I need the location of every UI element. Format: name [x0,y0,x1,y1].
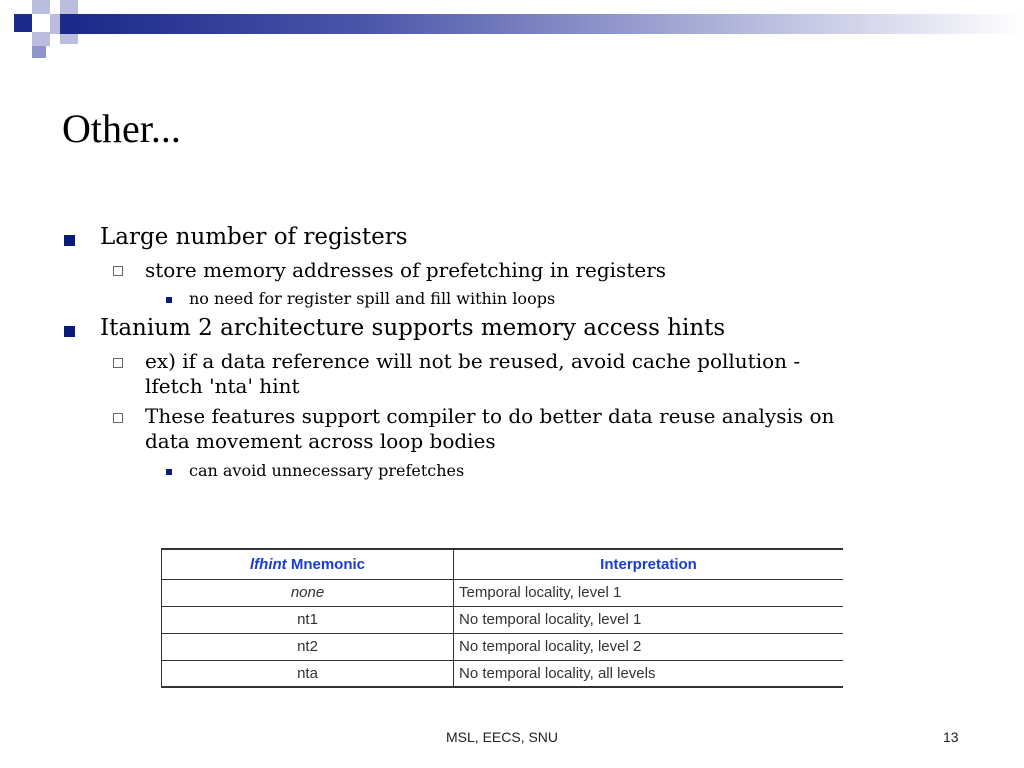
cell-mnemonic: nt2 [162,633,454,660]
bullet-level3: no need for register spill and fill within loops [189,289,556,308]
deco-square [50,14,60,34]
table-row [162,579,844,606]
header-interpretation: Interpretation [454,549,844,579]
cell-mnemonic: nta [162,660,454,687]
lfhint-table [161,548,843,688]
hollow-square-bullet-icon [113,413,123,423]
header-gradient-bar [78,14,1024,34]
table-row [162,606,844,633]
bullet-level1: Large number of registers [100,224,408,250]
bullet-level2-continuation: lfetch 'nta' hint [145,374,300,398]
deco-square [60,0,78,14]
cell-mnemonic: nt1 [162,606,454,633]
table-header-row [162,549,844,579]
page-number: 13 [943,729,959,745]
square-bullet-icon [64,235,75,246]
hollow-square-bullet-icon [113,358,123,368]
bullet-level2: These features support compiler to do better data reuse analysis on [145,404,835,428]
bullet-level2: store memory addresses of prefetching in registers [145,258,667,282]
table-row [162,633,844,660]
deco-square [60,34,78,44]
square-bullet-icon [64,326,75,337]
deco-square [32,0,50,14]
header-mnemonic-rest: Mnemonic [286,555,365,573]
cell-interpretation: No temporal locality, level 1 [454,606,844,633]
deco-square [14,14,32,32]
deco-square [32,46,46,58]
header-mnemonic [162,549,454,579]
deco-square [32,32,50,46]
cell-interpretation: Temporal locality, level 1 [454,579,844,606]
header-mnemonic-italic: lfhint [250,555,287,573]
cell-mnemonic: none [162,579,454,606]
deco-square [60,14,78,34]
small-square-bullet-icon [166,469,172,475]
cell-interpretation: No temporal locality, all levels [454,660,844,687]
slide-title: Other... [62,106,181,151]
bullet-level2: ex) if a data reference will not be reused, avoid cache pollution - [145,349,801,373]
bullet-level3: can avoid unnecessary prefetches [189,461,465,480]
bullet-level1: Itanium 2 architecture supports memory access hints [100,315,726,341]
hollow-square-bullet-icon [113,266,123,276]
footer-text: MSL, EECS, SNU [446,729,559,745]
small-square-bullet-icon [166,297,172,303]
bullet-level2-continuation: data movement across loop bodies [145,429,496,453]
cell-interpretation: No temporal locality, level 2 [454,633,844,660]
table-row [162,660,844,687]
